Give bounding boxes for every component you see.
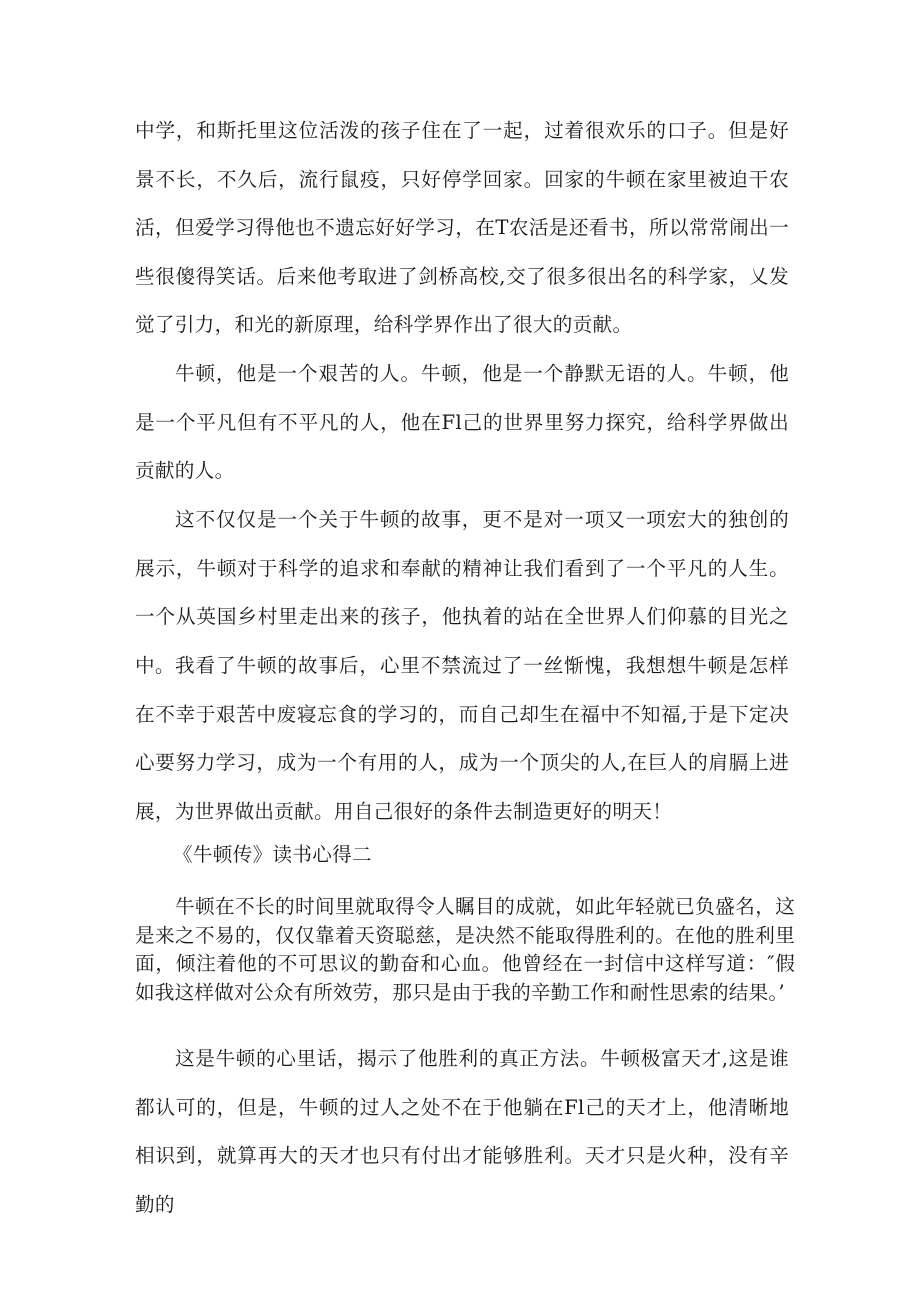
paragraph-6: 这是牛顿的心里话，揭示了他胜利的真正方法。牛顿极富天才,这是谁都认可的，但是，牛顿的过人之处不在于他躺在Fl己的天才上，他清晰地相识到，就算再大的天才也只有付出才能够胜利。天才只是火种，没有辛勤的 [135, 1047, 789, 1216]
section-heading: 《牛顿传》读书心得二 [173, 843, 372, 866]
paragraph-2: 牛顿，他是一个艰苦的人。牛顿，他是一个静默无语的人。牛顿，他是一个平凡但有不平凡的人，他在Fl己的世界里努力探究，给科学界做出贡献的人。 [135, 362, 789, 483]
paragraph-5: 牛顿在不长的时间里就取得令人瞩目的成就，如此年轻就已负盛名，这是来之不易的，仅仅靠着天资聪慈，是决然不能取得胜利的。在他的胜利里面，倾注着他的不可思议的勤奋和心血。他曾经在一封信中这样写道：″假如我这样做对公众有所效劳，那只是由于我的辛勤工作和耐性思索的结果。’ [135, 895, 795, 1004]
paragraph-1: 中学，和斯托里这位活泼的孩子住在了一起，过着很欢乐的口子。但是好景不长，不久后，流行鼠疫，只好停学回家。回家的牛顿在家里被迫干农活，但爱学习得他也不遗忘好好学习，在T农活是还看书，所以常常闹出一些很傻得笑话。后来他考取进了剑桥高校,交了很多很出名的科学家，乂发觉了引力，和光的新原理，给科学界作出了很大的贡献。 [135, 119, 789, 337]
paragraph-3: 这不仅仅是一个关于牛顿的故事，更不是对一项又一项宏大的独创的展示，牛顿对于科学的追求和奉献的精神让我们看到了一个平凡的人生。一个从英国乡村里走出来的孩子，他执着的站在全世界人们仰慕的目光之中。 [135, 508, 789, 677]
paragraph-4: 我看了牛顿的故事后，心里不禁流过了一丝惭愧，我想想牛顿是怎样在不幸于艰苦中废寝忘食的学习的，而自己却生在福中不知福,于是下定决心要努力学习，成为一个有用的人，成为一个顶尖的人,在巨人的肩膈上进展，为世界做出贡献。用自己很好的条件去制造更好的明天！ [135, 654, 789, 823]
